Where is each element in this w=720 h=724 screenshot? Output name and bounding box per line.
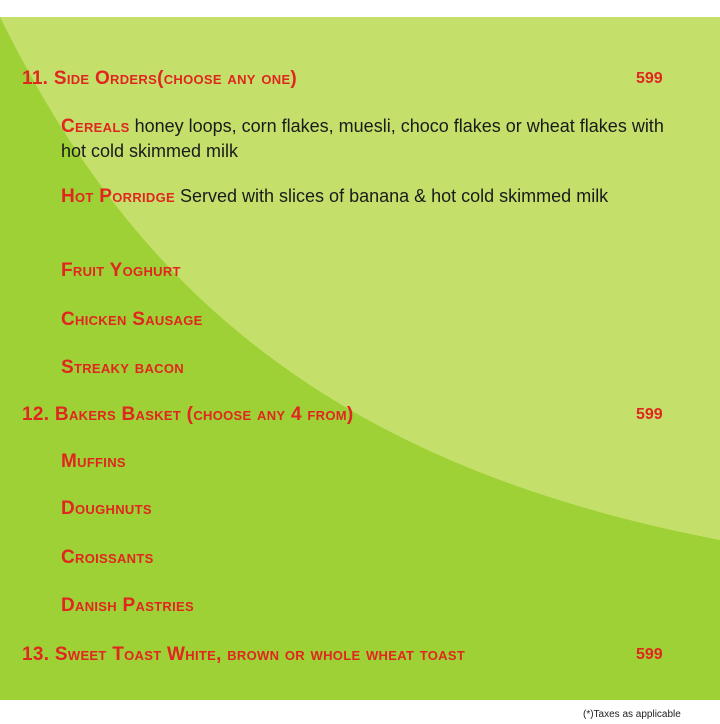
menu-item <box>61 114 671 163</box>
section-title: Bakers Basket (choose any 4 from) <box>54 404 354 425</box>
item-name: Fruit Yoghurt <box>61 260 181 281</box>
item-name: Muffins <box>61 451 126 472</box>
item-name: Hot Porridge <box>61 186 175 207</box>
menu-item <box>61 258 671 283</box>
item-name: Streaky bacon <box>61 357 184 378</box>
section-number: 11. <box>22 68 49 89</box>
section-12-heading <box>22 403 522 427</box>
item-name: Croissants <box>61 547 154 568</box>
section-number: 13. <box>22 644 50 665</box>
section-number: 12. <box>22 404 50 425</box>
item-description: Served with slices of banana & hot cold skimmed milk <box>175 186 609 206</box>
menu-item <box>61 184 671 209</box>
item-name: Danish Pastries <box>61 595 194 616</box>
item-name: Cereals <box>61 116 130 137</box>
item-name: Chicken Sausage <box>61 309 203 330</box>
menu-item <box>61 449 671 474</box>
item-name: Doughnuts <box>61 498 152 519</box>
section-12-price: 599 <box>636 406 663 423</box>
section-title: Sweet Toast White, brown or whole wheat toast <box>54 644 466 665</box>
section-title: Side Orders(choose any one) <box>53 68 298 89</box>
section-11-price: 599 <box>636 70 663 87</box>
menu-item <box>61 545 671 570</box>
item-description: honey loops, corn flakes, muesli, choco flakes or wheat flakes with hot cold skimmed milk <box>61 116 664 161</box>
section-13-price: 599 <box>636 646 663 663</box>
menu-item <box>61 307 671 332</box>
taxes-note: (*)Taxes as applicable <box>583 709 681 720</box>
menu-item <box>61 593 671 618</box>
menu-item <box>61 355 671 380</box>
section-11-heading <box>22 67 522 91</box>
section-13-heading <box>22 643 522 667</box>
menu-item <box>61 496 671 521</box>
